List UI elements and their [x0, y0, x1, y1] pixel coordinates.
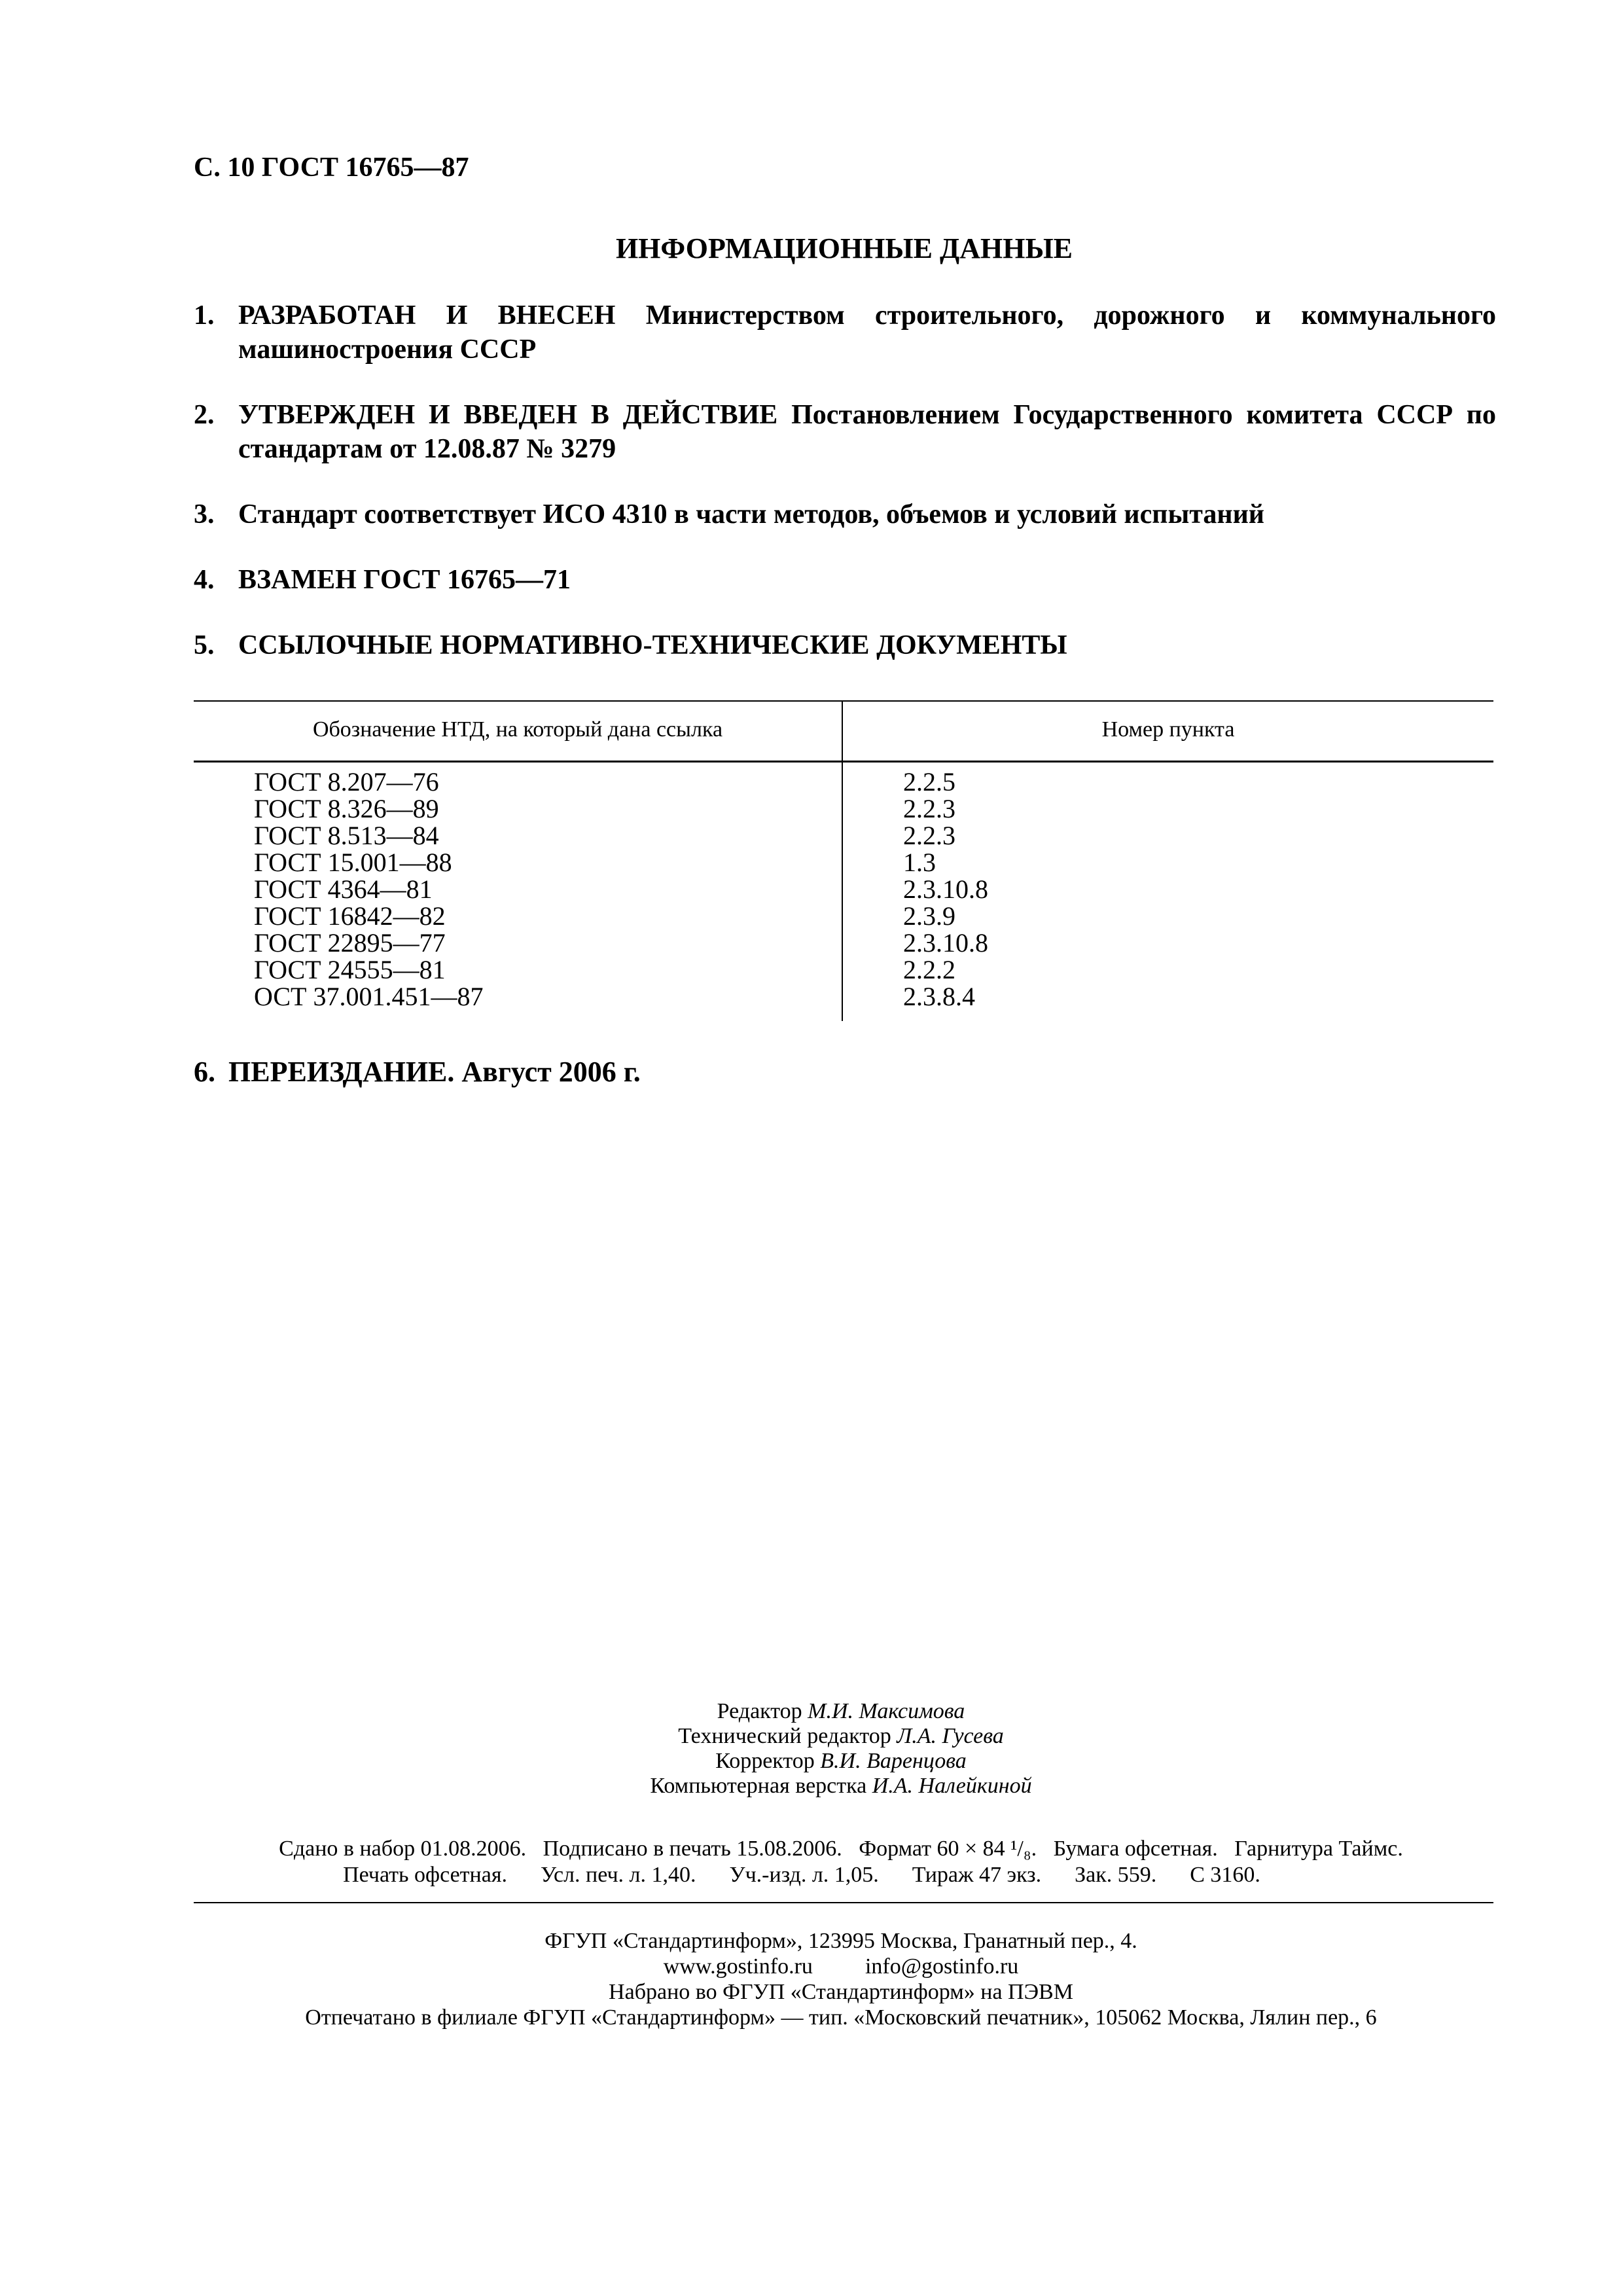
table-cell-clause: 1.3 [903, 848, 936, 877]
credit-role: Технический редактор [678, 1724, 891, 1748]
item-number: 3. [194, 499, 215, 529]
item-text: Министерством строительного, дорожного и коммунального машиностроения СССР [238, 300, 1497, 365]
table-header-clause: Номер пункта [1101, 717, 1235, 742]
info-item-5 [194, 628, 1496, 662]
publisher-printed: Отпечатано в филиале ФГУП «Стандартинформ» — тип. «Московский печатник», 105062 Москва, Лялин пер., 6 [305, 2005, 1377, 2030]
item-text: Стандарт соответствует ИСО 4310 в части методов, объемов и условий испытаний [238, 499, 1264, 529]
info-item-3 [194, 497, 1496, 531]
info-item-4 [194, 563, 1496, 597]
credit-tech-editor [0, 1724, 1623, 1749]
item-text: Постановлением Государственного комитета СССР по стандартам от 12.08.87 № 3279 [238, 400, 1496, 464]
credit-role: Компьютерная верстка [650, 1774, 867, 1798]
publisher-email: info@gostinfo.ru [865, 1954, 1019, 1979]
section-title: ИНФОРМАЦИОННЫЕ ДАННЫЕ [615, 232, 1073, 264]
table-cell-clause: 2.3.9 [903, 901, 955, 931]
table-cell-clause: 2.2.3 [903, 821, 955, 850]
table-cell-clause: 2.2.3 [903, 794, 955, 823]
credits-block [0, 1699, 1623, 1799]
credit-editor [0, 1699, 1623, 1724]
credit-layout [0, 1774, 1623, 1799]
print-info-line-1: Сдано в набор 01.08.2006. Подписано в печать 15.08.2006. Формат 60 × 84 ¹/₈. Бумага офсетная. Гарнитура Таймс. [279, 1837, 1403, 1861]
item-number: 4. [194, 565, 215, 595]
item-number: 6. [194, 1056, 215, 1088]
page-header: С. 10 ГОСТ 16765—87 [194, 152, 469, 183]
table-cell-designation: ГОСТ 22895—77 [254, 928, 446, 958]
credit-person: М.И. Максимова [808, 1699, 965, 1723]
table-cell-designation: ГОСТ 8.207—76 [254, 767, 439, 797]
table-cell-designation: ГОСТ 16842—82 [254, 901, 446, 931]
table-header-rule [194, 761, 1493, 762]
publisher-website: www.gostinfo.ru [663, 1954, 813, 1979]
publisher-typeset: Набрано во ФГУП «Стандартинформ» на ПЭВМ [609, 1980, 1073, 2004]
print-info-line-2: Печать офсетная. Усл. печ. л. 1,40. Уч.-изд. л. 1,05. Тираж 47 экз. Зак. 559. С 3160. [343, 1863, 1260, 1887]
item-text: Август 2006 г. [461, 1056, 641, 1088]
table-column-divider [842, 700, 843, 1021]
clause-column [903, 768, 988, 1010]
table-cell-designation: ГОСТ 4364—81 [254, 874, 433, 904]
item-head: ВЗАМЕН ГОСТ 16765—71 [238, 565, 571, 595]
table-header-designation: Обозначение НТД, на который дана ссылка [312, 717, 723, 742]
table-cell-clause: 2.3.10.8 [903, 874, 988, 904]
table-cell-designation: ГОСТ 15.001—88 [254, 848, 452, 877]
publisher-block [0, 1928, 1623, 2030]
designation-column [254, 768, 484, 1010]
info-list [194, 298, 1496, 694]
item-head: РАЗРАБОТАН И ВНЕСЕН [238, 300, 616, 331]
item-head: УТВЕРЖДЕН И ВВЕДЕН В ДЕЙСТВИЕ [238, 400, 778, 430]
table-cell-designation: ГОСТ 8.326—89 [254, 794, 439, 823]
table-cell-designation: ОСТ 37.001.451—87 [254, 982, 484, 1011]
credit-person: В.И. Варенцова [820, 1749, 967, 1773]
ntd-table [194, 700, 1493, 1021]
info-item-6 [194, 1055, 641, 1088]
footer-divider [194, 1902, 1493, 1903]
info-item-2 [194, 398, 1496, 466]
table-cell-designation: ГОСТ 8.513—84 [254, 821, 439, 850]
table-cell-clause: 2.3.10.8 [903, 928, 988, 958]
item-head: ПЕРЕИЗДАНИЕ. [228, 1056, 455, 1088]
item-number: 2. [194, 400, 215, 430]
item-number: 5. [194, 630, 215, 660]
publisher-contacts [0, 1954, 1623, 1979]
publisher-address: ФГУП «Стандартинформ», 123995 Москва, Гранатный пер., 4. [544, 1929, 1137, 1953]
info-item-1 [194, 298, 1496, 367]
table-cell-designation: ГОСТ 24555—81 [254, 955, 446, 984]
credit-proofreader [0, 1749, 1623, 1774]
table-cell-clause: 2.2.2 [903, 955, 955, 984]
table-cell-clause: 2.2.5 [903, 767, 955, 797]
item-number: 1. [194, 300, 215, 331]
table-cell-clause: 2.3.8.4 [903, 982, 975, 1011]
credit-person: Л.А. Гусева [897, 1724, 1004, 1748]
item-head: ССЫЛОЧНЫЕ НОРМАТИВНО-ТЕХНИЧЕСКИЕ ДОКУМЕНТЫ [238, 630, 1067, 660]
table-top-rule [194, 700, 1493, 702]
credit-person: И.А. Налейкиной [872, 1774, 1032, 1798]
credit-role: Редактор [717, 1699, 802, 1723]
credit-role: Корректор [715, 1749, 815, 1773]
